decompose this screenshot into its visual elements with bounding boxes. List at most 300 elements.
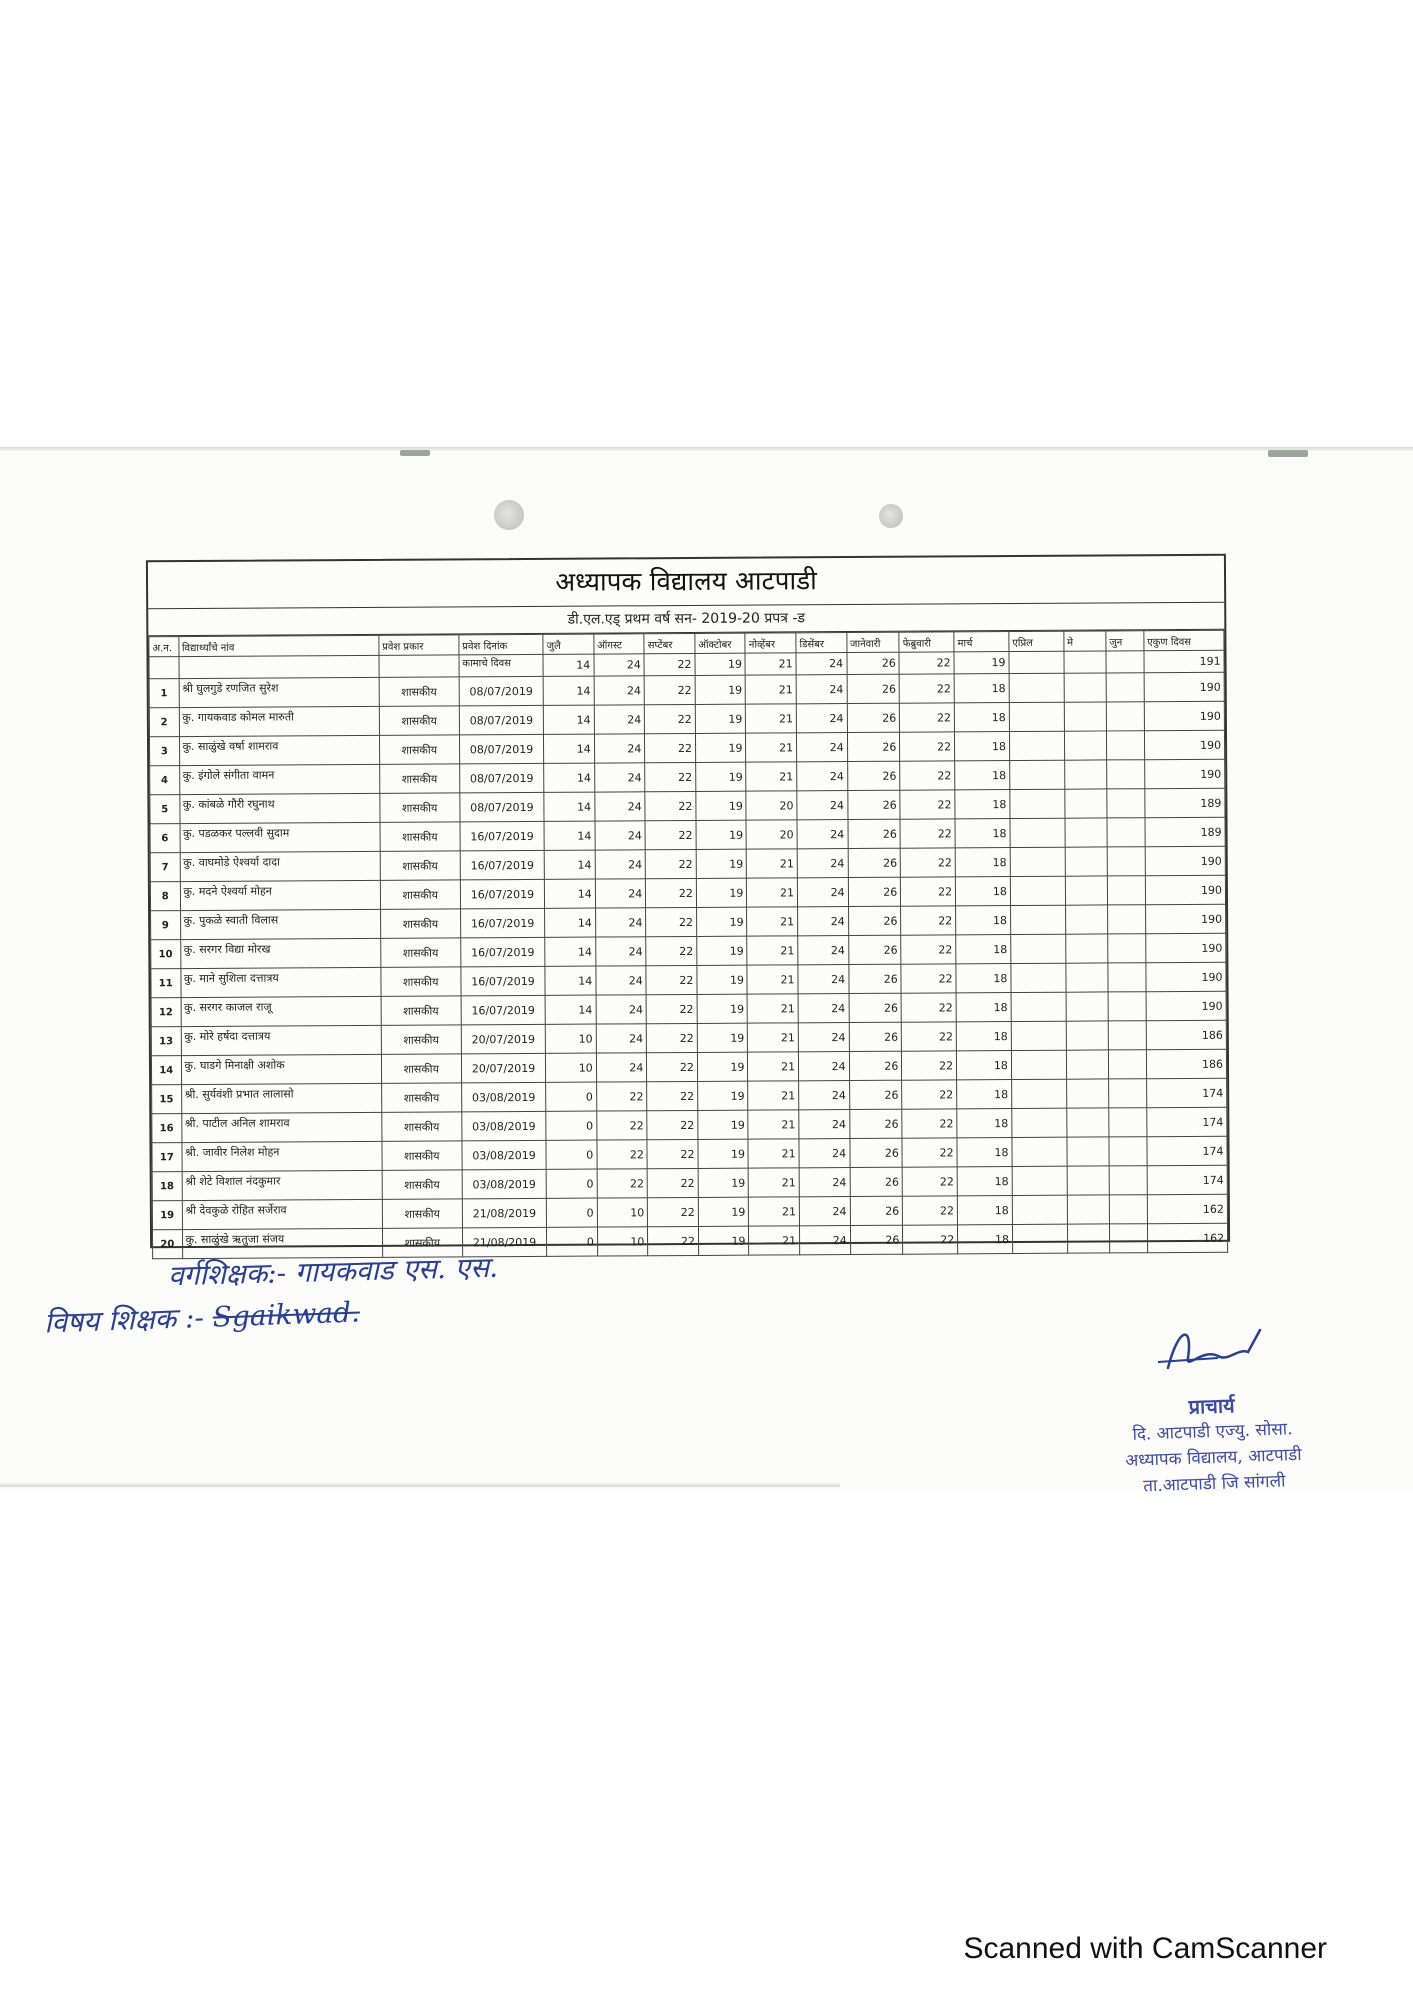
punch-hole-left xyxy=(494,500,524,530)
admission-type-cell: शासकीय xyxy=(382,1112,462,1141)
admission-type-cell: शासकीय xyxy=(380,793,460,822)
punch-hole-right xyxy=(879,504,903,528)
month-cell: 24 xyxy=(594,705,645,734)
month-cell: 18 xyxy=(957,1138,1012,1167)
sheet-title: अध्यापक विद्यालय आटपाडी xyxy=(148,556,1224,610)
month-cell: 22 xyxy=(902,1022,957,1051)
month-cell: 21 xyxy=(747,907,798,936)
student-name-cell: कु. इंगोले संगीता वामन xyxy=(179,764,379,794)
month-cell: 18 xyxy=(958,1225,1013,1254)
month-cell: 24 xyxy=(797,733,848,762)
admission-date-cell: 08/07/2019 xyxy=(459,763,543,793)
admission-type-cell: शासकीय xyxy=(382,1170,462,1199)
column-header: ऑक्टोबर xyxy=(695,633,746,653)
month-cell: 26 xyxy=(849,964,902,993)
student-name-cell: कु. माने सुशिला दत्तात्रय xyxy=(180,967,380,997)
stamp-line-1: दि. आटपाडी एज्यु. सोसा. xyxy=(1132,1419,1293,1445)
month-cell: 22 xyxy=(901,935,956,964)
principal-stamp xyxy=(1066,1387,1359,1502)
month-cell: 19 xyxy=(695,733,746,762)
month-cell: 18 xyxy=(955,761,1010,790)
admission-date-cell: 21/08/2019 xyxy=(462,1198,546,1228)
month-cell: 22 xyxy=(900,761,955,790)
column-header: मे xyxy=(1064,631,1106,651)
student-name-cell: कु. घाडगे मिनाक्षी अशोक xyxy=(181,1054,381,1084)
class-teacher-note: वर्गशिक्षक:- गायकवाड एस. एस. xyxy=(167,1250,499,1293)
table-body xyxy=(149,650,1228,1259)
month-cell: 21 xyxy=(749,1197,800,1226)
month-cell: 22 xyxy=(645,704,696,733)
total-cell: 174 xyxy=(1147,1136,1227,1165)
month-cell xyxy=(1011,1050,1066,1079)
month-cell: 19 xyxy=(696,762,747,791)
student-name-cell: कु. गायकवाड कोमल मारुती xyxy=(179,706,379,736)
month-cell: 22 xyxy=(647,1110,698,1139)
month-cell: 18 xyxy=(955,790,1010,819)
month-cell: 19 xyxy=(695,675,746,704)
admission-date-cell: 03/08/2019 xyxy=(462,1111,546,1141)
month-cell xyxy=(1107,847,1145,876)
month-cell: 18 xyxy=(956,906,1011,935)
month-cell: 22 xyxy=(647,1023,698,1052)
sr-cell: 17 xyxy=(152,1143,182,1172)
month-cell: 24 xyxy=(799,1081,850,1110)
month-cell: 18 xyxy=(955,732,1010,761)
month-cell: 21 xyxy=(746,704,797,733)
month-cell xyxy=(1109,1195,1147,1224)
month-cell: 18 xyxy=(954,703,1009,732)
month-cell: 24 xyxy=(797,820,848,849)
total-cell: 190 xyxy=(1144,672,1224,701)
month-cell: 21 xyxy=(746,762,797,791)
column-header: जुलै xyxy=(543,634,594,654)
month-cell: 24 xyxy=(797,791,848,820)
month-cell: 19 xyxy=(697,1052,748,1081)
paper-bottom-edge xyxy=(0,1483,840,1487)
admission-type-cell: शासकीय xyxy=(380,938,460,967)
total-cell: 174 xyxy=(1146,1078,1226,1107)
student-name-cell: कु. पडळकर पल्लवी सुदाम xyxy=(180,822,380,852)
month-cell: 22 xyxy=(645,733,696,762)
month-cell: 24 xyxy=(796,653,847,675)
month-cell: 24 xyxy=(797,878,848,907)
month-cell: 24 xyxy=(798,1023,849,1052)
month-cell: 19 xyxy=(697,1081,748,1110)
month-cell: 24 xyxy=(596,1024,647,1053)
month-cell: 24 xyxy=(596,995,647,1024)
sr-cell: 20 xyxy=(152,1230,182,1259)
month-cell xyxy=(1106,651,1144,673)
student-name-cell: श्री देवकुळे रोहित सर्जेराव xyxy=(182,1199,382,1229)
month-cell: 22 xyxy=(647,1168,698,1197)
sr-cell: 18 xyxy=(152,1172,182,1201)
column-header: अ.न. xyxy=(149,637,179,657)
month-cell: 22 xyxy=(902,1080,957,1109)
month-cell: 22 xyxy=(646,994,697,1023)
month-cell: 22 xyxy=(900,848,955,877)
month-cell: 22 xyxy=(645,791,696,820)
student-name-cell: कु. वाघमोडे ऐश्वर्या दादा xyxy=(180,851,380,881)
month-cell: 24 xyxy=(798,1052,849,1081)
month-cell: 19 xyxy=(696,820,747,849)
month-cell: 19 xyxy=(697,994,748,1023)
month-cell: 22 xyxy=(645,849,696,878)
month-cell: 18 xyxy=(955,877,1010,906)
student-name-cell: कु. सरगर काजल राजू xyxy=(181,996,381,1026)
month-cell: 22 xyxy=(646,936,697,965)
month-cell: 19 xyxy=(698,1197,749,1226)
month-cell: 26 xyxy=(848,819,901,848)
month-cell: 26 xyxy=(848,906,901,935)
month-cell xyxy=(1012,1137,1067,1166)
month-cell: 24 xyxy=(594,734,645,763)
month-cell: 21 xyxy=(747,849,798,878)
scan-smudge xyxy=(1268,450,1308,457)
month-cell: 24 xyxy=(797,762,848,791)
working-days-label: कामाचे दिवस xyxy=(459,654,543,677)
month-cell: 24 xyxy=(595,937,646,966)
month-cell: 14 xyxy=(544,763,595,792)
month-cell: 22 xyxy=(902,1109,957,1138)
total-cell: 190 xyxy=(1144,759,1224,788)
month-cell: 21 xyxy=(746,733,797,762)
month-cell: 24 xyxy=(595,879,646,908)
month-cell: 26 xyxy=(848,935,901,964)
month-cell: 22 xyxy=(597,1111,648,1140)
student-name-cell: कु. मदने ऐश्वर्या मोहन xyxy=(180,880,380,910)
student-name-cell: श्री. पाटील अनिल शामराव xyxy=(181,1112,381,1142)
month-cell: 22 xyxy=(647,1052,698,1081)
month-cell: 22 xyxy=(902,1138,957,1167)
month-cell xyxy=(1108,1079,1146,1108)
admission-date-cell: 08/07/2019 xyxy=(459,676,543,706)
student-name-cell: कु. मोरे हर्षदा दत्तात्रय xyxy=(181,1025,381,1055)
sheet-subtitle: डी.एल.एड् प्रथम वर्ष सन- 2019-20 प्रपत्र -ड xyxy=(148,603,1224,637)
month-cell: 26 xyxy=(849,1080,902,1109)
column-header: मार्च xyxy=(954,632,1009,652)
month-cell: 14 xyxy=(544,792,595,821)
admission-date-cell: 03/08/2019 xyxy=(461,1082,545,1112)
month-cell: 24 xyxy=(595,821,646,850)
sr-cell: 1 xyxy=(149,679,179,708)
month-cell: 24 xyxy=(796,675,847,704)
month-cell xyxy=(1064,702,1106,731)
month-cell: 19 xyxy=(698,1168,749,1197)
month-cell xyxy=(1106,702,1144,731)
month-cell xyxy=(1109,1137,1147,1166)
month-cell xyxy=(1010,818,1065,847)
month-cell: 0 xyxy=(546,1140,597,1169)
column-header: प्रवेश प्रकार xyxy=(379,635,459,655)
month-cell: 14 xyxy=(545,908,596,937)
month-cell: 18 xyxy=(955,848,1010,877)
month-cell: 26 xyxy=(848,877,901,906)
month-cell: 22 xyxy=(900,819,955,848)
month-cell: 22 xyxy=(648,1226,699,1255)
month-cell xyxy=(1064,760,1106,789)
student-name-cell: श्री. जावीर निलेश मोहन xyxy=(181,1141,381,1171)
month-cell: 18 xyxy=(957,1109,1012,1138)
month-cell: 19 xyxy=(698,1110,749,1139)
admission-type-cell: शासकीय xyxy=(380,822,460,851)
month-cell: 26 xyxy=(847,652,900,674)
sr-cell: 7 xyxy=(150,853,180,882)
month-cell: 26 xyxy=(847,790,900,819)
stamp-line-2: अध्यापक विद्यालय, आटपाडी xyxy=(1124,1444,1302,1472)
student-name-cell: कु. साळुंखे वर्षा शामराव xyxy=(179,735,379,765)
month-cell: 10 xyxy=(545,1024,596,1053)
month-cell xyxy=(1108,934,1146,963)
month-cell: 18 xyxy=(954,674,1009,703)
month-cell xyxy=(1064,731,1106,760)
month-cell: 18 xyxy=(956,993,1011,1022)
month-cell xyxy=(1011,1079,1066,1108)
month-cell: 22 xyxy=(903,1196,958,1225)
column-header: डिसेंबर xyxy=(796,633,847,653)
student-name-cell: श्री घुलगुडे रणजित सुरेश xyxy=(179,677,379,707)
month-cell: 26 xyxy=(849,1022,902,1051)
month-cell xyxy=(1012,1195,1067,1224)
admission-date-cell: 08/07/2019 xyxy=(459,734,543,764)
admission-type-cell: शासकीय xyxy=(381,1025,461,1054)
month-cell: 21 xyxy=(748,1052,799,1081)
column-header: फेब्रुवारी xyxy=(899,632,954,652)
month-cell: 22 xyxy=(647,1139,698,1168)
month-cell: 14 xyxy=(544,734,595,763)
stamp-line-3: ता.आटपाडी जि सांगली xyxy=(1142,1471,1286,1497)
total-cell: 190 xyxy=(1146,962,1226,991)
month-cell: 26 xyxy=(847,674,900,703)
total-cell: 162 xyxy=(1147,1223,1227,1252)
month-cell xyxy=(1065,789,1107,818)
month-cell: 14 xyxy=(543,676,594,705)
month-cell xyxy=(1065,847,1107,876)
month-cell: 22 xyxy=(644,653,695,675)
month-cell: 26 xyxy=(847,732,900,761)
month-cell: 26 xyxy=(847,703,900,732)
month-cell xyxy=(1064,673,1106,702)
month-cell xyxy=(1067,1137,1109,1166)
admission-date-cell: 20/07/2019 xyxy=(461,1053,545,1083)
month-cell: 26 xyxy=(850,1167,903,1196)
scanner-watermark: Scanned with CamScanner xyxy=(963,1932,1327,1965)
month-cell xyxy=(1107,789,1145,818)
admission-type-cell: शासकीय xyxy=(381,1083,461,1112)
month-cell xyxy=(1066,1050,1108,1079)
column-header: जानेवारी xyxy=(846,632,899,652)
sr-cell: 5 xyxy=(150,795,180,824)
admission-type-cell: शासकीय xyxy=(382,1141,462,1170)
month-cell: 22 xyxy=(900,790,955,819)
month-cell xyxy=(1066,992,1108,1021)
total-cell: 190 xyxy=(1144,730,1224,759)
month-cell: 24 xyxy=(796,704,847,733)
month-cell: 26 xyxy=(848,848,901,877)
month-cell: 19 xyxy=(697,936,748,965)
month-cell: 24 xyxy=(799,1197,850,1226)
month-cell xyxy=(1009,702,1064,731)
sr-cell xyxy=(149,657,179,679)
month-cell: 10 xyxy=(546,1053,597,1082)
total-cell: 190 xyxy=(1145,875,1225,904)
total-cell: 190 xyxy=(1145,933,1225,962)
month-cell: 19 xyxy=(698,1139,749,1168)
month-cell xyxy=(1009,731,1064,760)
sr-cell: 2 xyxy=(149,708,179,737)
admission-type-cell: शासकीय xyxy=(380,909,460,938)
admission-date-cell: 16/07/2019 xyxy=(460,908,544,938)
admission-date-cell: 16/07/2019 xyxy=(461,995,545,1025)
month-cell xyxy=(1010,905,1065,934)
month-cell: 22 xyxy=(900,703,955,732)
month-cell xyxy=(1012,1224,1067,1253)
sr-cell: 9 xyxy=(151,911,181,940)
month-cell: 26 xyxy=(850,1138,903,1167)
sr-cell: 8 xyxy=(150,882,180,911)
month-cell: 19 xyxy=(695,704,746,733)
total-cell: 190 xyxy=(1145,846,1225,875)
month-cell xyxy=(1011,963,1066,992)
name-cell xyxy=(178,655,378,678)
month-cell: 22 xyxy=(596,1082,647,1111)
month-cell: 21 xyxy=(748,1081,799,1110)
month-cell xyxy=(1009,673,1064,702)
month-cell: 19 xyxy=(954,652,1009,674)
sr-cell: 6 xyxy=(150,824,180,853)
month-cell: 19 xyxy=(697,1023,748,1052)
month-cell: 24 xyxy=(596,1053,647,1082)
admission-date-cell: 16/07/2019 xyxy=(460,850,544,880)
month-cell: 24 xyxy=(799,1110,850,1139)
attendance-table xyxy=(148,630,1228,1260)
month-cell: 14 xyxy=(543,705,594,734)
column-header: एप्रिल xyxy=(1009,631,1064,651)
month-cell: 26 xyxy=(849,1109,902,1138)
month-cell: 21 xyxy=(748,1023,799,1052)
month-cell: 24 xyxy=(595,908,646,937)
month-cell xyxy=(1010,789,1065,818)
month-cell: 24 xyxy=(799,1168,850,1197)
total-cell: 191 xyxy=(1144,650,1224,672)
month-cell: 22 xyxy=(903,1225,958,1254)
month-cell: 20 xyxy=(746,791,797,820)
month-cell: 22 xyxy=(900,732,955,761)
month-cell: 19 xyxy=(697,965,748,994)
admission-type-cell: शासकीय xyxy=(379,706,459,735)
month-cell xyxy=(1109,1166,1147,1195)
month-cell: 24 xyxy=(596,966,647,995)
month-cell xyxy=(1010,847,1065,876)
column-header: नोव्हेंबर xyxy=(745,633,796,653)
month-cell: 14 xyxy=(545,995,596,1024)
column-header: सप्टेंबर xyxy=(644,633,695,653)
month-cell: 18 xyxy=(956,935,1011,964)
month-cell xyxy=(1108,992,1146,1021)
month-cell: 22 xyxy=(899,674,954,703)
month-cell: 22 xyxy=(646,965,697,994)
month-cell: 22 xyxy=(648,1197,699,1226)
month-cell: 22 xyxy=(901,993,956,1022)
month-cell: 22 xyxy=(902,1051,957,1080)
month-cell xyxy=(1106,673,1144,702)
month-cell: 0 xyxy=(546,1198,597,1227)
month-cell: 18 xyxy=(955,819,1010,848)
month-cell xyxy=(1065,818,1107,847)
month-cell xyxy=(1011,934,1066,963)
total-cell: 162 xyxy=(1147,1194,1227,1223)
column-header: प्रवेश दिनांक xyxy=(459,634,543,655)
month-cell xyxy=(1107,818,1145,847)
month-cell: 19 xyxy=(696,907,747,936)
student-name-cell: कु. कांबळे गौरी रघुनाथ xyxy=(179,793,379,823)
subject-teacher-label: विषय शिक्षक :- xyxy=(43,1300,205,1340)
month-cell xyxy=(1010,876,1065,905)
student-name-cell: श्री शेटे विशाल नंदकुमार xyxy=(182,1170,382,1200)
admission-date-cell: 03/08/2019 xyxy=(462,1169,546,1199)
month-cell xyxy=(1108,963,1146,992)
admission-type-cell: शासकीय xyxy=(381,996,461,1025)
month-cell: 22 xyxy=(597,1140,648,1169)
month-cell: 22 xyxy=(645,820,696,849)
month-cell: 24 xyxy=(800,1226,851,1255)
month-cell: 24 xyxy=(594,654,645,676)
admission-type-cell: शासकीय xyxy=(382,1228,462,1257)
month-cell: 24 xyxy=(797,849,848,878)
month-cell: 10 xyxy=(597,1227,648,1256)
student-name-cell: कु. पुकळे स्वाती विलास xyxy=(180,909,380,939)
month-cell: 14 xyxy=(544,821,595,850)
month-cell: 24 xyxy=(594,676,645,705)
month-cell xyxy=(1109,1108,1147,1137)
admission-type-cell: शासकीय xyxy=(381,1054,461,1083)
month-cell: 22 xyxy=(646,907,697,936)
month-cell: 21 xyxy=(748,1139,799,1168)
principal-signature xyxy=(1148,1318,1268,1378)
month-cell: 18 xyxy=(956,1022,1011,1051)
admission-date-cell: 16/07/2019 xyxy=(460,821,544,851)
admission-date-cell: 20/07/2019 xyxy=(461,1024,545,1054)
month-cell: 22 xyxy=(597,1169,648,1198)
sr-cell: 4 xyxy=(150,766,180,795)
month-cell: 24 xyxy=(798,994,849,1023)
month-cell xyxy=(1011,1021,1066,1050)
type-cell xyxy=(379,655,459,677)
month-cell xyxy=(1107,905,1145,934)
month-cell xyxy=(1106,760,1144,789)
month-cell: 26 xyxy=(849,1051,902,1080)
paper-top-edge xyxy=(0,447,1413,451)
month-cell: 22 xyxy=(899,652,954,674)
sr-cell: 15 xyxy=(152,1085,182,1114)
month-cell: 24 xyxy=(594,763,645,792)
month-cell xyxy=(1012,1108,1067,1137)
admission-date-cell: 21/08/2019 xyxy=(462,1227,546,1257)
month-cell xyxy=(1109,1224,1147,1253)
month-cell: 18 xyxy=(957,1167,1012,1196)
month-cell: 24 xyxy=(799,1139,850,1168)
sr-cell: 14 xyxy=(151,1056,181,1085)
admission-type-cell: शासकीय xyxy=(379,677,459,706)
total-cell: 190 xyxy=(1146,991,1226,1020)
month-cell: 24 xyxy=(798,936,849,965)
month-cell: 20 xyxy=(746,820,797,849)
total-cell: 174 xyxy=(1147,1107,1227,1136)
sr-cell: 11 xyxy=(151,969,181,998)
admission-type-cell: शासकीय xyxy=(380,880,460,909)
sr-cell: 19 xyxy=(152,1201,182,1230)
admission-date-cell: 08/07/2019 xyxy=(460,792,544,822)
month-cell: 26 xyxy=(850,1196,903,1225)
